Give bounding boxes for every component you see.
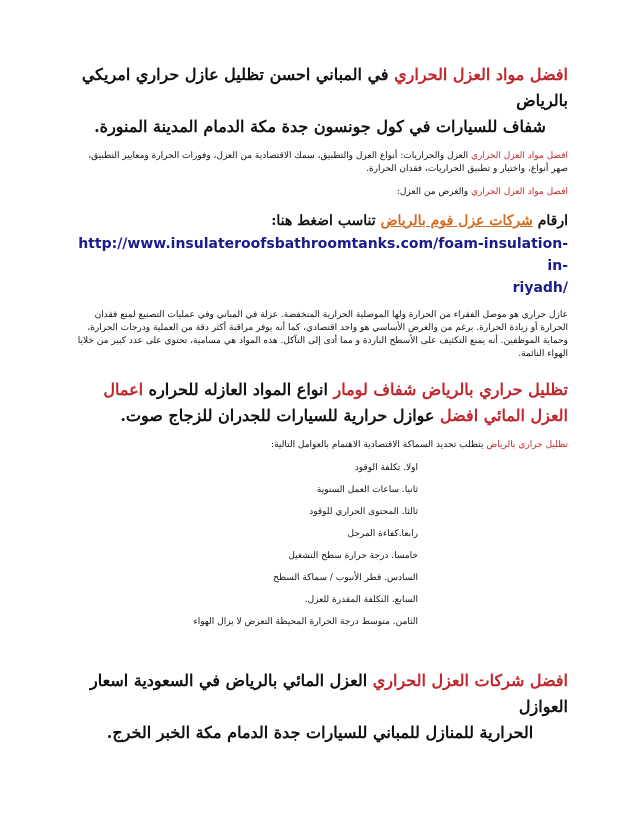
document-page: [72, 62, 568, 746]
url-link-line1[interactable]: http://www.insulateroofsbathroomtanks.com/foam-insulation-in-: [78, 236, 568, 274]
list-item: الثامن. متوسط درجة الحرارة المحيطة التعرض لا يزال الهواء: [193, 617, 418, 627]
list-item: ثانيا. ساعات العمل السنوية: [316, 485, 418, 495]
paragraph-types: [72, 150, 568, 176]
heading-3: [72, 668, 568, 746]
heading-1: [72, 62, 568, 140]
heading-1-line2: شفاف للسيارات في كول جونسون جدة مكة الدمام المدينة المنورة.: [94, 117, 546, 136]
paragraph-factors-intro: [72, 439, 568, 452]
heading-3-line2: الحرارية للمنازل للمباني للسيارات جدة الدمام مكة الخبر الخرج.: [106, 723, 534, 742]
list-item: اولا. تكلفة الوقود: [354, 463, 418, 473]
paragraph-purpose-highlight: افضل مواد العزل الحراري: [471, 187, 568, 197]
paragraph-purpose: [72, 186, 568, 199]
list-item: السابع. التكلفة المقدرة للعزل.: [304, 595, 418, 605]
url-block: [72, 233, 568, 299]
list-item: خامسا. درجة حرارة سطح التشغيل: [288, 551, 418, 561]
heading-2: [72, 377, 568, 429]
list-item: ثالثا. المحتوى الحراري للوقود: [309, 507, 418, 517]
reference-prefix: ارقام: [532, 213, 568, 229]
heading-2-text-1: انواع المواد العازله للحراره: [143, 380, 334, 399]
paragraph-definition: عازل حراري هو موصل الفقراء من الحرارة ولها الموصلية الحرارية المنخفضة. عزلة في المباني وفي عمليات التصنيع لمنع فقدان الحرارة أو زيادة الحرارة. برغم من والغرض الأساسي هو واحد اقتصادي، كما أنه يوفر مراقبة أكثر دقة من العملية ودرجات الحرارة، وحماية الموظفين. أنه يمنع التكثيف على الأسطح الباردة و مما أدى إلى التآكل. هذه المواد هي مسامية، تحتوي على عدد كبير من خلايا الهواء النائمة.: [77, 310, 568, 359]
paragraph-factors-text: يتطلب تحديد السماكة الاقتصادية الاهتمام بالعوامل التالية:: [271, 440, 487, 450]
heading-2-highlight-3: افضل: [440, 406, 484, 425]
heading-2-text-2: عوازل حرارية للسيارات للجدران للزجاج صوت.: [120, 406, 441, 425]
reference-suffix: تناسب اضغط هنا:: [271, 213, 381, 229]
paragraph-factors-highlight: تظليل حراري بالرياض: [486, 440, 568, 450]
heading-1-rest: في المباني احسن تظليل عازل حراري امريكي بالرياض: [81, 65, 568, 110]
heading-2-highlight-1: تظليل حراري بالرياض شفاف لومار: [333, 380, 568, 399]
reference-link[interactable]: شركات عزل فوم بالرياض: [380, 213, 533, 229]
factors-list: [72, 462, 568, 628]
list-item: رابعا.كفاءة المرجل: [347, 529, 418, 539]
heading-3-rest: العزل المائي بالرياض في السعودية اسعار العوازل: [90, 671, 568, 716]
heading-2-highlight-2: اعمال العزل المائي: [103, 380, 568, 425]
url-link-line2[interactable]: riyadh/: [512, 280, 568, 296]
heading-1-highlight: افضل مواد العزل الحراري: [394, 65, 568, 84]
list-item: السادس. قطر الأنبوب / سماكة السطح: [273, 573, 418, 583]
heading-3-highlight: افضل شركات العزل الحراري: [372, 671, 568, 690]
paragraph-types-text: العزل والحراريات: أنواع العزل والتطبيق، سمك الاقتصادية من العزل، وفورات الحرارة ومعايير التطبيق، صهر أنواع، واختيار و تطبيق الحراريات، فقدان الحرارة.: [88, 151, 568, 174]
paragraph-types-highlight: افضل مواد العزل الحراري: [471, 151, 568, 161]
reference-line: [72, 209, 568, 233]
paragraph-purpose-text: والغرض من العزل:: [396, 187, 472, 197]
